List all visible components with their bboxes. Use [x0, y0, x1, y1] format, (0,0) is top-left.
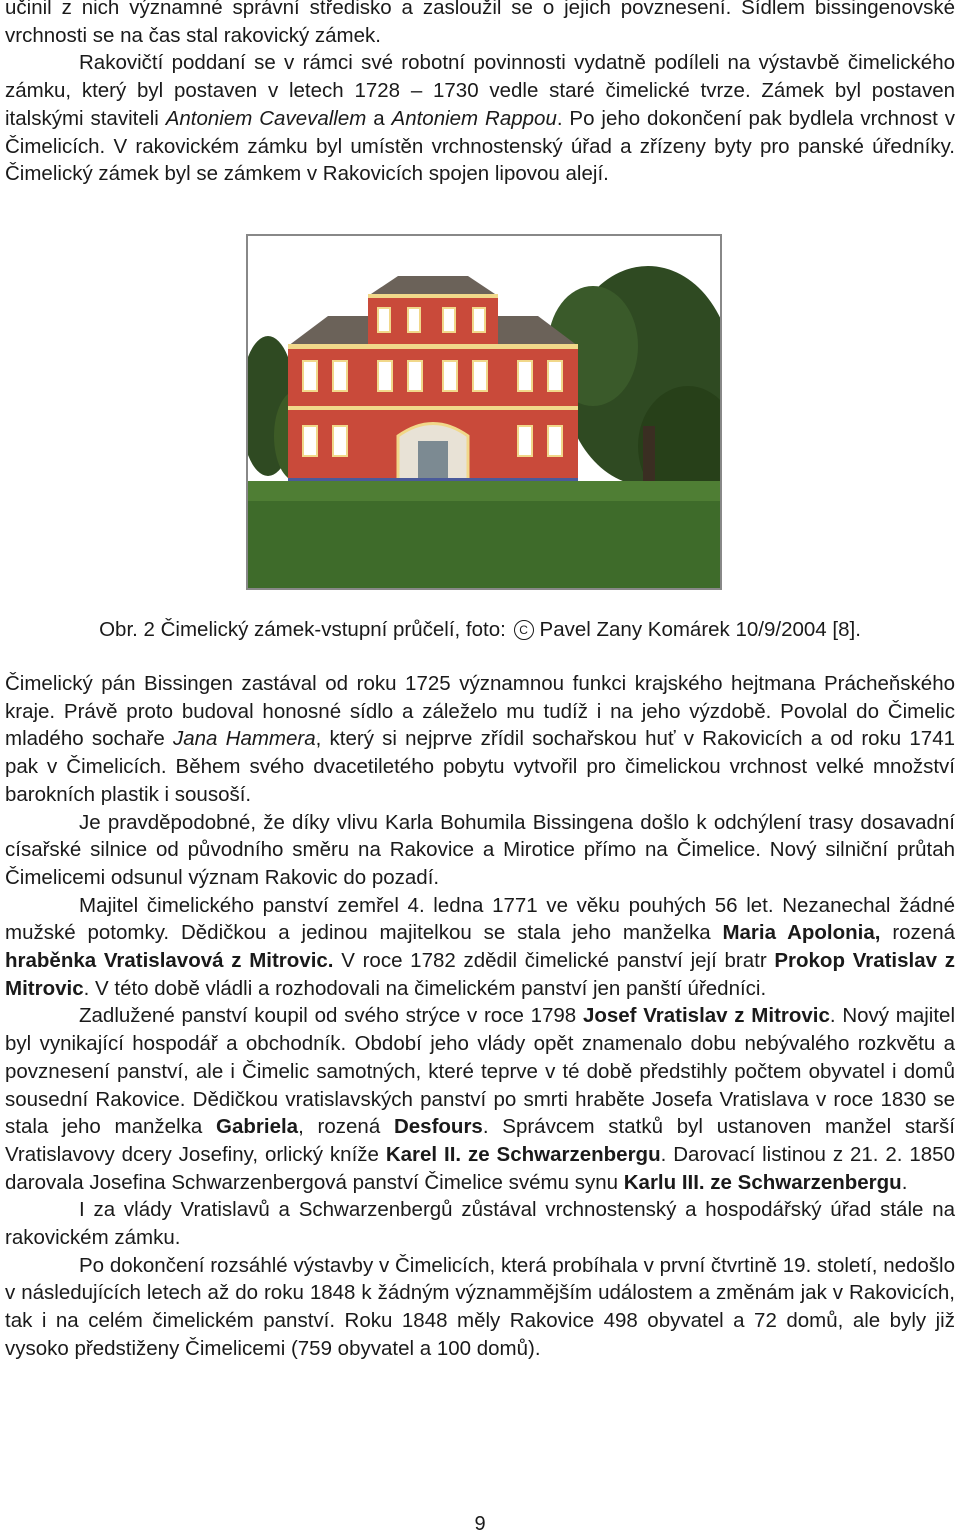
josef-name: Josef Vratislav z Mitrovic: [582, 1004, 830, 1028]
paragraph-3-text-a: Čimelický pán Bissingen zastával od roku 1725 významnou funkci krajského hejtmana Prácheňského kraje. Právě proto budoval honosné sídlo a záleželo mu tudíž i na jeho výzdobě. Povolal do Čimelic mladého sochaře: [5, 672, 955, 751]
body-text: [5, 670, 955, 1363]
castle-photo-image: [248, 236, 720, 588]
karel-iii-name: Karlu III. ze Schwarzenbergu: [623, 1170, 902, 1194]
paragraph-2-text-b: a: [366, 106, 392, 130]
copyright-icon: C: [514, 620, 534, 640]
architect-name-2: Antoniem Rappou: [391, 106, 557, 130]
paragraph-7: I za vlády Vratislavů a Schwarzenbergů zůstával vrchnostenský a hospodářský úřad stále na rakovickém zámku.: [5, 1198, 955, 1250]
paragraph-2-text-a: Rakovičtí poddaní se v rámci své robotní povinnosti vydatně podíleli na výstavbě čimelického zámku, který byl postaven v letech 1728 – 1730 vedle staré čimelické tvrze. Zámek byl postaven italskými staviteli: [5, 51, 955, 130]
paragraph-6-text-b: . Nový majitel byl vynikající hospodář a obchodník. Období jeho vlády opět znamenalo dobu nebývalého rozkvětu a povznesení panství, ale i Čimelic samotných, které teprve v té době předstihly počtem obyvatel i domů sousední Rakovice. Dědičkou vratislavských panství po smrti hraběte Josefa Vratislava v roce 1830 se stala jeho manželka: [5, 1004, 956, 1139]
sculptor-name: Jana Hammera: [172, 727, 316, 751]
paragraph-2-text-c: . Po jeho dokončení pak bydlela vrchnost v Čimelicích. V rakovickém zámku byl umístěn vrchnostenský úřad a zřízeny byty pro panské úředníky. Čimelický zámek byl se zámkem v Rakovicích spojen lipovou alejí.: [5, 106, 955, 186]
paragraph-5-text-a: Majitel čimelického panství zemřel 4. ledna 1771 ve věku pouhých 56 let. Nezanechal žádné mužské potomky. Dědičkou a jedinou majitelkou se stala jeho manželka: [5, 893, 955, 945]
paragraph-6-text-c: , rozená: [298, 1115, 394, 1139]
desfours-name: Desfours: [393, 1115, 483, 1139]
paragraph-6-text-f: .: [901, 1170, 908, 1194]
heir-title: hraběnka Vratislavová z Mitrovic.: [5, 949, 334, 973]
caption-text-a: Obr. 2 Čimelický zámek-vstupní průčelí, foto:: [99, 618, 506, 641]
paragraph-6-text-e: . Darovací listinou z 21. 2. 1850 darovala Josefina Schwarzenbergová panství Čimelice svému synu: [5, 1142, 955, 1194]
paragraph-5: [5, 892, 955, 1003]
page-number: 9: [474, 1513, 486, 1535]
caption-text-b: Pavel Zany Komárek 10/9/2004 [8].: [539, 618, 861, 641]
paragraph-2: [5, 49, 955, 188]
figure-caption: [5, 618, 955, 642]
paragraph-6: [5, 1002, 955, 1196]
paragraph-5-text-b: rozená: [880, 921, 955, 945]
brother-name: Prokop Vratislav z Mitrovic: [5, 949, 955, 1000]
paragraph-8: Po dokončení rozsáhlé výstavby v Čimelicích, která probíhala v první čtvrtině 19. století, nedošlo v následujících letech až do roku 1848 k žádným význammějším událostem a změnám jak v Rakovicích, tak i na celém čimelickém panství. Roku 1848 měly Rakovice 498 obyvatel a 72 domů, ale byly již vysoko předstiženy Čimelicemi (759 obyvatel a 100 domů).: [5, 1253, 955, 1360]
paragraph-1: učinil z nich významné správní středisko a zasloužil se o jejich povznesení. Sídlem bissingenovské vrchnosti se na čas stal rakovický zámek.: [5, 0, 955, 47]
heir-name: Maria Apolonia,: [722, 921, 881, 945]
karel-ii-name: Karel II. ze Schwarzenbergu: [385, 1142, 661, 1166]
paragraph-3-text-b: , který si nejprve zřídil sochařskou huť v Rakovicích a od roku 1741 pak v Čimelicích. Během svého dvacetiletého pobytu vytvořil pro čimelickou vrchnost velké množství barokních plastik i sousoší.: [5, 727, 956, 806]
top-text: [5, 0, 955, 188]
architect-name-1: Antoniem Cavevallem: [165, 106, 367, 130]
castle-photo: [246, 234, 722, 590]
paragraph-3: [5, 670, 955, 809]
gabriela-name: Gabriela: [216, 1115, 299, 1139]
paragraph-5-text-c: V roce 1782 zdědil čimelické panství její bratr: [333, 949, 775, 973]
paragraph-6-text-a: Zadlužené panství koupil od svého strýce v roce 1798: [79, 1004, 583, 1028]
paragraph-6-text-d: . Správcem statků byl ustanoven manžel starší Vratislavovy dcery Josefiny, orlický kníže: [5, 1115, 955, 1166]
paragraph-4: Je pravděpodobné, že díky vlivu Karla Bohumila Bissingena došlo k odchýlení trasy dosavadní císařské silnice od původního směru na Rakovice a Mirotice přímo na Čimelice. Nový silniční průtah Čimelicemi odsunul význam Rakovic do pozadí.: [5, 810, 955, 889]
paragraph-5-text-d: . V této době vládli a rozhodovali na čimelickém panství jen panští úředníci.: [83, 976, 767, 1000]
